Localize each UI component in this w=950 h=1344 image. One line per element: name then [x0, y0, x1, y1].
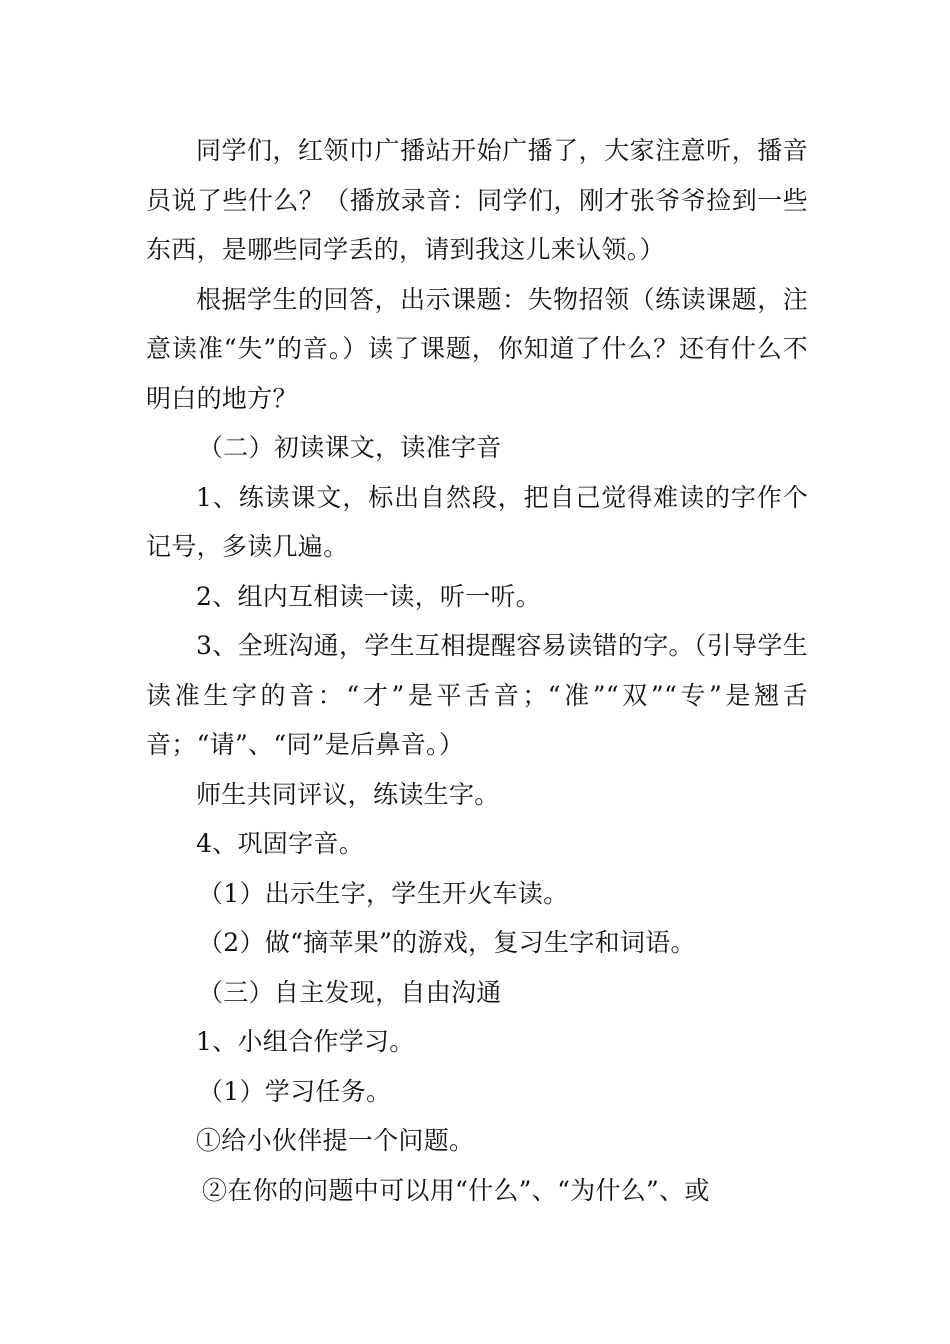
paragraph-step-2: 2、组内互相读一读，听一听。 — [196, 581, 542, 611]
paragraph-review: 师生共同评议，练读生字。 — [196, 779, 500, 809]
paragraph-circle-1: ①给小伙伴提一个问题。 — [196, 1126, 475, 1155]
paragraph-broadcast: 同学们，红领巾广播站开始广播了，大家注意听，播音员说了些什么？（播放录音：同学们，刚才张爷爷捡到一些东西，是哪些同学丢的，请到我这儿来认领。） — [146, 136, 808, 264]
paragraph-step-3: 3、全班沟通，学生互相提醒容易读错的字。（引导学生读准生字的音：“才”是平舌音；“准”“双”“专”是翘舌音；“请”、“同”是后鼻音。） — [146, 631, 808, 759]
paragraph-topic: 根据学生的回答，出示课题：失物招领（练读课题，注意读准“失”的音。）读了课题，你知道了什么？还有什么不明白的地方？ — [146, 284, 808, 413]
paragraph-sub-2: （2）做“摘苹果”的游戏，复习生字和词语。 — [198, 928, 696, 957]
paragraph-task: （1）学习任务。 — [198, 1076, 392, 1106]
paragraph-sub-1: （1）出示生字，学生开火车读。 — [198, 878, 569, 908]
document-body — [146, 126, 808, 1215]
paragraph-group-study: 1、小组合作学习。 — [196, 1027, 415, 1056]
section-heading-3: （三）自主发现，自由沟通 — [198, 977, 502, 1007]
paragraph-step-1: 1、练读课文，标出自然段，把自己觉得难读的字作个记号，多读几遍。 — [146, 482, 808, 561]
section-heading-2: （二）初读课文，读准字音 — [198, 433, 502, 462]
paragraph-step-4: 4、巩固字音。 — [196, 829, 365, 858]
paragraph-circle-2: ②在你的问题中可以用“什么”、“为什么”、或 — [202, 1175, 710, 1205]
